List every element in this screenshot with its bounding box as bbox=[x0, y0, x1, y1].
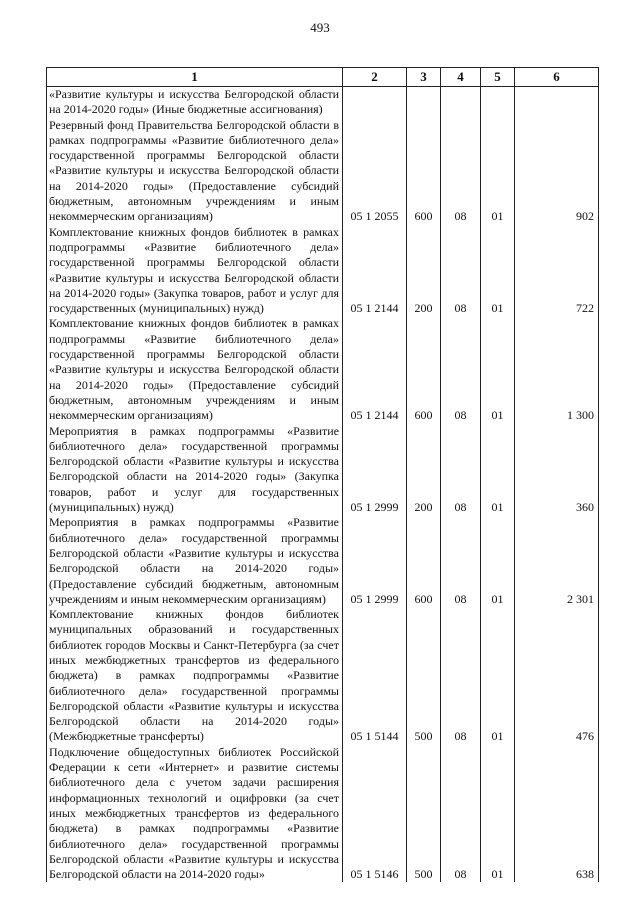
row-code: 05 1 2144 bbox=[343, 316, 407, 423]
row-subsection: 01 bbox=[481, 424, 515, 516]
row-section bbox=[441, 87, 481, 118]
row-subsection: 01 bbox=[481, 316, 515, 423]
table-row bbox=[47, 316, 599, 423]
table-row bbox=[47, 607, 599, 745]
row-expense-type: 600 bbox=[407, 118, 441, 225]
row-code: 05 1 2055 bbox=[343, 118, 407, 225]
row-section: 08 bbox=[441, 118, 481, 225]
row-subsection: 01 bbox=[481, 745, 515, 883]
row-expense-type: 500 bbox=[407, 745, 441, 883]
table-row bbox=[47, 745, 599, 883]
column-header: 4 bbox=[441, 68, 481, 87]
budget-table bbox=[46, 67, 599, 882]
table-row bbox=[47, 225, 599, 317]
row-description: Мероприятия в рамках подпрограммы «Развитие библиотечного дела» государственной программы Белгородской области «Развитие культуры и искусства Белгородской области на 2014-2020 годы» (Закупка товаров, работ и услуг для государственных (муниципальных) нужд) bbox=[47, 424, 343, 516]
row-code: 05 1 2999 bbox=[343, 515, 407, 607]
row-description: Мероприятия в рамках подпрограммы «Развитие библиотечного дела» государственной программы Белгородской области «Развитие культуры и искусства Белгородской области на 2014-2020 годы» (Предоставление субсидий бюджетным, автономным учреждениям и иным некоммерческим организациям) bbox=[47, 515, 343, 607]
column-header: 2 bbox=[343, 68, 407, 87]
row-expense-type: 600 bbox=[407, 515, 441, 607]
row-code bbox=[343, 87, 407, 118]
row-subsection: 01 bbox=[481, 515, 515, 607]
row-expense-type: 200 bbox=[407, 225, 441, 317]
row-code: 05 1 5144 bbox=[343, 607, 407, 745]
row-code: 05 1 2144 bbox=[343, 225, 407, 317]
row-section: 08 bbox=[441, 316, 481, 423]
row-amount bbox=[515, 87, 599, 118]
row-section: 08 bbox=[441, 745, 481, 883]
row-subsection bbox=[481, 87, 515, 118]
column-header: 1 bbox=[47, 68, 343, 87]
row-description: Резервный фонд Правительства Белгородской области в рамках подпрограммы «Развитие библиотечного дела» государственной программы Белгородской области «Развитие культуры и искусства Белгородской области на 2014-2020 годы» (Предоставление субсидий бюджетным, автономным учреждениям и иным некоммерческим организациям) bbox=[47, 118, 343, 225]
page-number: 493 bbox=[310, 20, 330, 35]
row-amount: 722 bbox=[515, 225, 599, 317]
row-section: 08 bbox=[441, 424, 481, 516]
row-amount: 360 bbox=[515, 424, 599, 516]
row-amount: 638 bbox=[515, 745, 599, 883]
row-code: 05 1 5146 bbox=[343, 745, 407, 883]
row-subsection: 01 bbox=[481, 225, 515, 317]
column-header: 3 bbox=[407, 68, 441, 87]
row-amount: 1 300 bbox=[515, 316, 599, 423]
row-section: 08 bbox=[441, 607, 481, 745]
row-amount: 2 301 bbox=[515, 515, 599, 607]
row-expense-type: 200 bbox=[407, 424, 441, 516]
row-description: Комплектование книжных фондов библиотек муниципальных образований и государственных библиотек городов Москвы и Санкт-Петербурга (за счет иных межбюджетных трансфертов из федерального бюджета) в рамках подпрограммы «Развитие библиотечного дела» государственной программы Белгородской области «Развитие культуры и искусства Белгородской области на 2014-2020 годы» (Межбюджетные трансферты) bbox=[47, 607, 343, 745]
table-row bbox=[47, 118, 599, 225]
row-description: Комплектование книжных фондов библиотек в рамках подпрограммы «Развитие библиотечного дела» государственной программы Белгородской области «Развитие культуры и искусства Белгородской области на 2014-2020 годы» (Предоставление субсидий бюджетным, автономным учреждениям и иным некоммерческим организациям) bbox=[47, 316, 343, 423]
row-description: Комплектование книжных фондов библиотек в рамках подпрограммы «Развитие библиотечного дела» государственной программы Белгородской области «Развитие культуры и искусства Белгородской области на 2014-2020 годы» (Закупка товаров, работ и услуг для государственных (муниципальных) нужд) bbox=[47, 225, 343, 317]
table-row bbox=[47, 87, 599, 118]
row-amount: 902 bbox=[515, 118, 599, 225]
row-description: «Развитие культуры и искусства Белгородской области на 2014-2020 годы» (Иные бюджетные ассигнования) bbox=[47, 87, 343, 118]
row-expense-type: 500 bbox=[407, 607, 441, 745]
table-row bbox=[47, 424, 599, 516]
row-code: 05 1 2999 bbox=[343, 424, 407, 516]
row-expense-type bbox=[407, 87, 441, 118]
row-subsection: 01 bbox=[481, 118, 515, 225]
column-header: 5 bbox=[481, 68, 515, 87]
row-section: 08 bbox=[441, 225, 481, 317]
row-section: 08 bbox=[441, 515, 481, 607]
row-expense-type: 600 bbox=[407, 316, 441, 423]
row-amount: 476 bbox=[515, 607, 599, 745]
table-row bbox=[47, 515, 599, 607]
table-header-row bbox=[47, 68, 599, 87]
row-description: Подключение общедоступных библиотек Российской Федерации к сети «Интернет» и развитие системы библиотечного дела с учетом задачи расширения информационных технологий и оцифровки (за счет иных межбюджетных трансфертов из федерального бюджета) в рамках подпрограммы «Развитие библиотечного дела» государственной программы Белгородской области «Развитие культуры и искусства Белгородской области на 2014-2020 годы» bbox=[47, 745, 343, 883]
column-header: 6 bbox=[515, 68, 599, 87]
row-subsection: 01 bbox=[481, 607, 515, 745]
